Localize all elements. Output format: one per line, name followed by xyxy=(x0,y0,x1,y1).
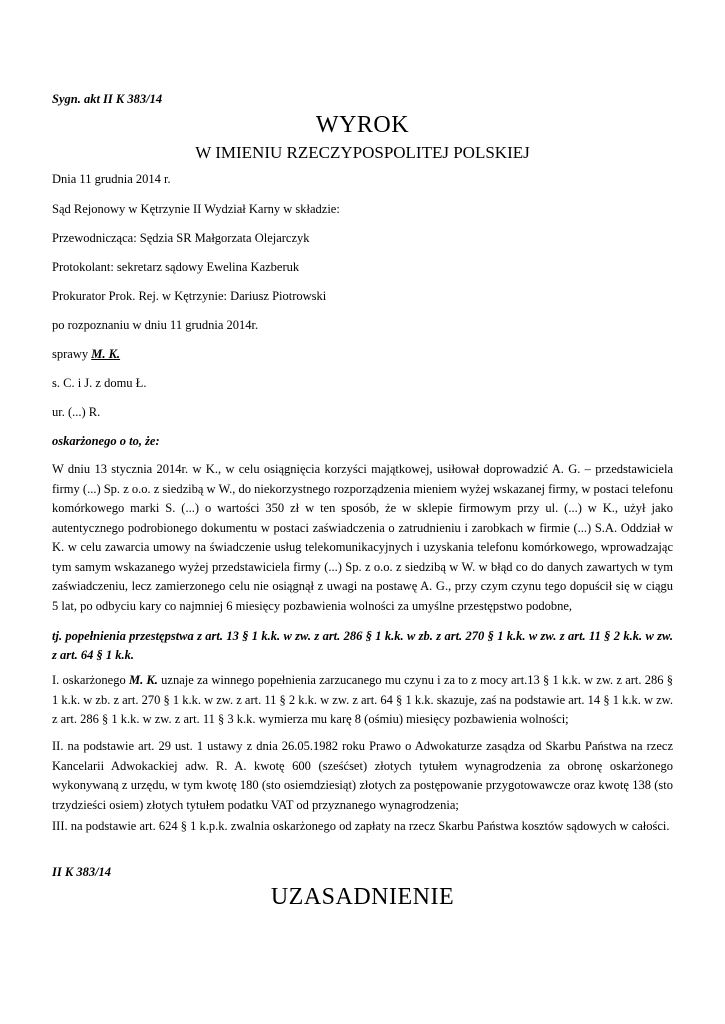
document-title: WYROK xyxy=(315,112,410,138)
accused-heading: oskarżonego o to, że: xyxy=(52,434,160,448)
case-signature: Sygn. akt II K 383/14 xyxy=(52,92,163,106)
facts-paragraph: W dniu 13 stycznia 2014r. w K., w celu osiągnięcia korzyści majątkowej, usiłował doprowadzić A. G. – przedstawiciela firmy (...) Sp. z o.o. z siedzibą w W., do niekorzystnego rozporządzenia mieniem wyżej wskazanej firmy, w postaci telefonu komórkowego marki S. (...) o wartości 350 zł w ten sposób, że w sklepie firmowym przy ul. (...) w K., użył jako autentycznego podrobionego dokumentu w postaci zaświadczenia o zatrudnieniu i zarobkach w firmie (...) S.A. Oddział w K. w celu zawarcia umowy na świadczenie usług telekomunikacyjnych i uzyskania telefonu komórkowego, wprowadzając tym samym wskazanego wyżej przedstawiciela firmy (...) Sp. z o.o. z siedzibą w W. w błąd co do danych zawartych w tym zaświadczeniu, lecz zamierzonego celu nie osiągnął z uwagi na postawę A. G., przy czym czynu tego dopuścił się w ciągu 5 lat, po odbyciu kary co najmniej 6 miesięcy pozbawienia wolności za umyślne przestępstwo podobne, xyxy=(52,462,673,613)
court-line: Sąd Rejonowy w Kętrzynie II Wydział Karny w składzie: xyxy=(52,202,340,216)
verdict-point-1 xyxy=(52,671,673,730)
prosecutor-line: Prokurator Prok. Rej. w Kętrzynie: Dariusz Piotrowski xyxy=(52,289,327,303)
parents-line: s. C. i J. z domu Ł. xyxy=(52,376,147,390)
footer-signature: II K 383/14 xyxy=(52,865,112,879)
defendant-name: M. K. xyxy=(91,347,121,361)
verdict-point-3: III. na podstawie art. 624 § 1 k.p.k. zwalnia oskarżonego od zapłaty na rzecz Skarbu Państwa kosztów sądowych w całości. xyxy=(52,819,670,833)
case-line xyxy=(52,347,120,362)
hearing-line: po rozpoznaniu w dniu 11 grudnia 2014r. xyxy=(52,318,259,332)
verdict-point-2: II. na podstawie art. 29 ust. 1 ustawy z dnia 26.05.1982 roku Prawo o Adwokaturze zasądza od Skarbu Państwa na rzecz Kancelarii Adwokackiej adw. R. A. kwotę 600 (sześćset) złotych tytułem wynagrodzenia za obronę oskarżonego wykonywaną z urzędu, w tym kwotę 180 (sto osiemdziesiąt) złotych za postępowanie przygotowawcze oraz kwotę 138 (sto trzydzieści osiem) złotych tytułem podatku VAT od przyznanego wynagrodzenia; xyxy=(52,739,673,812)
justification-heading: UZASADNIENIE xyxy=(270,884,455,910)
case-prefix: sprawy xyxy=(52,347,92,361)
date-line: Dnia 11 grudnia 2014 r. xyxy=(52,172,171,186)
chair-line: Przewodnicząca: Sędzia SR Małgorzata Olejarczyk xyxy=(52,231,310,245)
charge-paragraph: tj. popełnienia przestępstwa z art. 13 § 1 k.k. w zw. z art. 286 § 1 k.k. w zb. z art. 270 § 1 k.k. w zw. z art. 11 § 2 k.k. w zw. z art. 64 § 1 k.k. xyxy=(52,629,673,662)
verdict-defendant-name: M. K. xyxy=(128,673,158,687)
verdict-point-1-text: uznaje za winnego popełnienia zarzucanego mu czynu i za to z mocy art.13 § 1 k.k. w zw. z art. 286 § 1 k.k. w zb. z art. 270 § 1 k.k. w zw. z art. 11 § 2 k.k. w zw. z art. 64 § 1 k.k. skazuje, zaś na podstawie art. 14 § 1 k.k. w zw. z art. 286 § 1 k.k. w zw. z art. 11 § 3 k.k. wymierza mu karę 8 (ośmiu) miesięcy pozbawienia wolności; xyxy=(52,673,674,726)
clerk-line: Protokolant: sekretarz sądowy Ewelina Kazberuk xyxy=(52,260,300,274)
document-subtitle: W IMIENIU RZECZYPOSPOLITEJ POLSKIEJ xyxy=(195,143,530,162)
verdict-point-1-prefix: I. oskarżonego xyxy=(52,673,129,687)
born-line: ur. (...) R. xyxy=(52,405,101,419)
